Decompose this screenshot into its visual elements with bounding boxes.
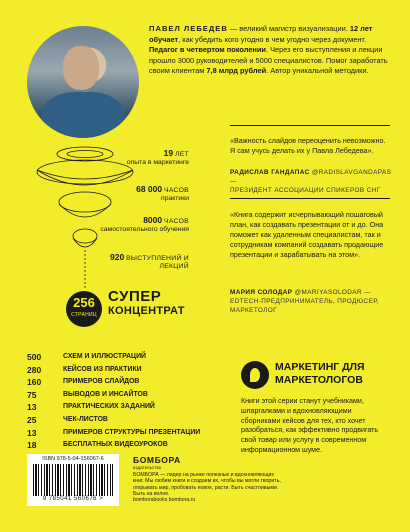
stat-unit: ЧАСОВ — [164, 218, 189, 225]
stat-talks — [79, 253, 189, 271]
list-number: 18 — [27, 440, 37, 451]
stat-number: 19 — [163, 148, 174, 158]
bio-highlight: 7,8 млрд рублей — [206, 66, 267, 76]
list-number: 75 — [27, 389, 37, 400]
stat-number: 68 000 — [136, 184, 163, 194]
quote-text: «Важность слайдов переоценить невозможно. Я сам учусь делать их у Павла Лебедева». — [230, 136, 386, 155]
author-name: ПАВЕЛ ЛЕБЕДЕВ — [149, 24, 228, 33]
quote-text: «Книга содержит исчерпывающий пошаговый план, как создавать презентации от и до. Она поможет как удаленным специалистам, так и сотрудникам компаний создавать продающие презентации и зарабатывать на этом». — [230, 210, 384, 259]
author-role: ПРЕЗИДЕНТ АССОЦИАЦИИ СПИКЕРОВ СНГ — [230, 187, 381, 194]
list-text: ПРИМЕРОВ СТРУКТУРЫ ПРЕЗЕНТАЦИИ — [63, 428, 201, 436]
bio-highlight: 12 лет обучает — [149, 24, 373, 44]
super-line-2: КОНЦЕНТРАТ — [108, 305, 185, 317]
stat-hours-practice — [99, 185, 189, 203]
list-item — [27, 351, 217, 364]
list-text: КЕЙСОВ ИЗ ПРАКТИКИ — [63, 365, 142, 373]
photo-head — [63, 46, 99, 90]
list-text: СХЕМ И ИЛЛЮСТРАЦИЙ — [63, 353, 146, 360]
stat-unit: ВЫСТУПЛЕНИЙ И ЛЕКЦИЙ — [126, 255, 189, 271]
list-item — [27, 364, 217, 377]
isbn: ISBN 978-5-04-156067-6 — [42, 456, 104, 462]
list-item — [27, 376, 217, 389]
list-number: 500 — [27, 352, 42, 362]
author-photo — [27, 26, 139, 138]
author-handle: @MARIYASOLODAR — — [294, 289, 371, 296]
list-text: БЕСПЛАТНЫХ ВИДЕОУРОКОВ — [63, 441, 168, 449]
list-item — [27, 389, 217, 402]
list-text: ЧЕК-ЛИСТОВ — [63, 415, 108, 423]
list-text: ПРАКТИЧЕСКИХ ЗАДАНИЙ — [63, 403, 155, 411]
quote-author — [230, 288, 400, 315]
series-title-1: МАРКЕТИНГ ДЛЯ — [275, 361, 365, 373]
stat-unit: ЧАСОВ — [164, 187, 189, 194]
pages-count: 256 — [73, 295, 95, 310]
list-number: 13 — [27, 427, 37, 438]
contents-list — [27, 351, 217, 452]
divider — [230, 198, 390, 199]
stat-years — [99, 149, 189, 167]
super-line-1: СУПЕР — [108, 288, 162, 305]
bio-text: — великий магистр визуализации. — [227, 24, 350, 33]
super-concentrate — [108, 290, 185, 318]
author-name: МАРИЯ СОЛОДАР — [230, 289, 293, 296]
list-text: ВЫВОДОВ И ИНСАЙТОВ — [63, 390, 148, 398]
stat-unit: ЛЕТ — [174, 151, 189, 158]
series-logo-icon — [241, 361, 269, 389]
barcode-digits: 9 785041 560676 > — [42, 496, 104, 502]
publisher-logo — [133, 455, 181, 470]
barcode — [27, 454, 119, 506]
bio-text: , как убедить кого угодно в чем угодно через документ. — [178, 34, 367, 44]
series-description: Книги этой серии станут учебниками, шпаргалками и вдохновляющими сборниками кейсов для тех, кто хочет разобраться, как эффективно продвигать свой товар или услугу в современном информационном шуме. — [241, 397, 379, 454]
stat-text: практики — [161, 195, 189, 203]
divider — [230, 125, 390, 126]
bio-text: . Автор уникальной методики. — [266, 66, 369, 76]
stat-hours-study — [89, 216, 189, 234]
publisher-links: bomborabooks bombora.ru — [133, 497, 196, 503]
author-role: EDTECH-ПРЕДПРИНИМАТЕЛЬ, ПРОДЮСЕР, МАРКЕТОЛОГ — [230, 298, 379, 314]
list-number: 13 — [27, 402, 37, 413]
author-handle: @RADISLAVGANDAPAS — — [230, 169, 392, 185]
publisher-name: БОМБОРА — [133, 455, 181, 465]
list-number: 280 — [27, 364, 42, 375]
list-number: 25 — [27, 414, 37, 425]
list-item — [27, 401, 217, 414]
list-number: 160 — [27, 377, 42, 388]
author-bio — [149, 24, 389, 77]
barcode-bars — [33, 464, 113, 496]
quote-author — [230, 168, 400, 195]
publisher-sub: издательство — [133, 465, 162, 470]
list-item — [27, 439, 217, 452]
series-title-2: МАРКЕТОЛОГОВ — [275, 374, 363, 386]
bio-text: . Через его выступления и лекции прошло 3000 руководителей и 5000 специалистов. Помог заработать своим клиентам — [149, 45, 388, 76]
stat-text: опыта в маркетинге — [126, 159, 189, 167]
pages-badge — [66, 291, 102, 327]
publisher-text: БОМБОРА — лидер на рынке полезных и вдохновляющих книг. Мы любим книги и создаем их, чтобы вы могли творить, открывать мир, пробовать новое, расти. Быть счастливыми. Быть на волне. — [133, 472, 281, 498]
bio-highlight: Педагог в четвертом поколении — [149, 45, 266, 55]
photo-body — [41, 92, 125, 138]
stat-text: самостоятельного обучения — [100, 226, 189, 234]
pages-label: СТРАНИЦ — [71, 312, 97, 318]
list-item — [27, 427, 217, 440]
list-item — [27, 414, 217, 427]
author-name: РАДИСЛАВ ГАНДАПАС — [230, 169, 310, 176]
list-text: ПРИМЕРОВ СЛАЙДОВ — [63, 378, 140, 386]
stat-number: 920 — [109, 252, 125, 262]
stat-number: 8000 — [143, 215, 163, 225]
